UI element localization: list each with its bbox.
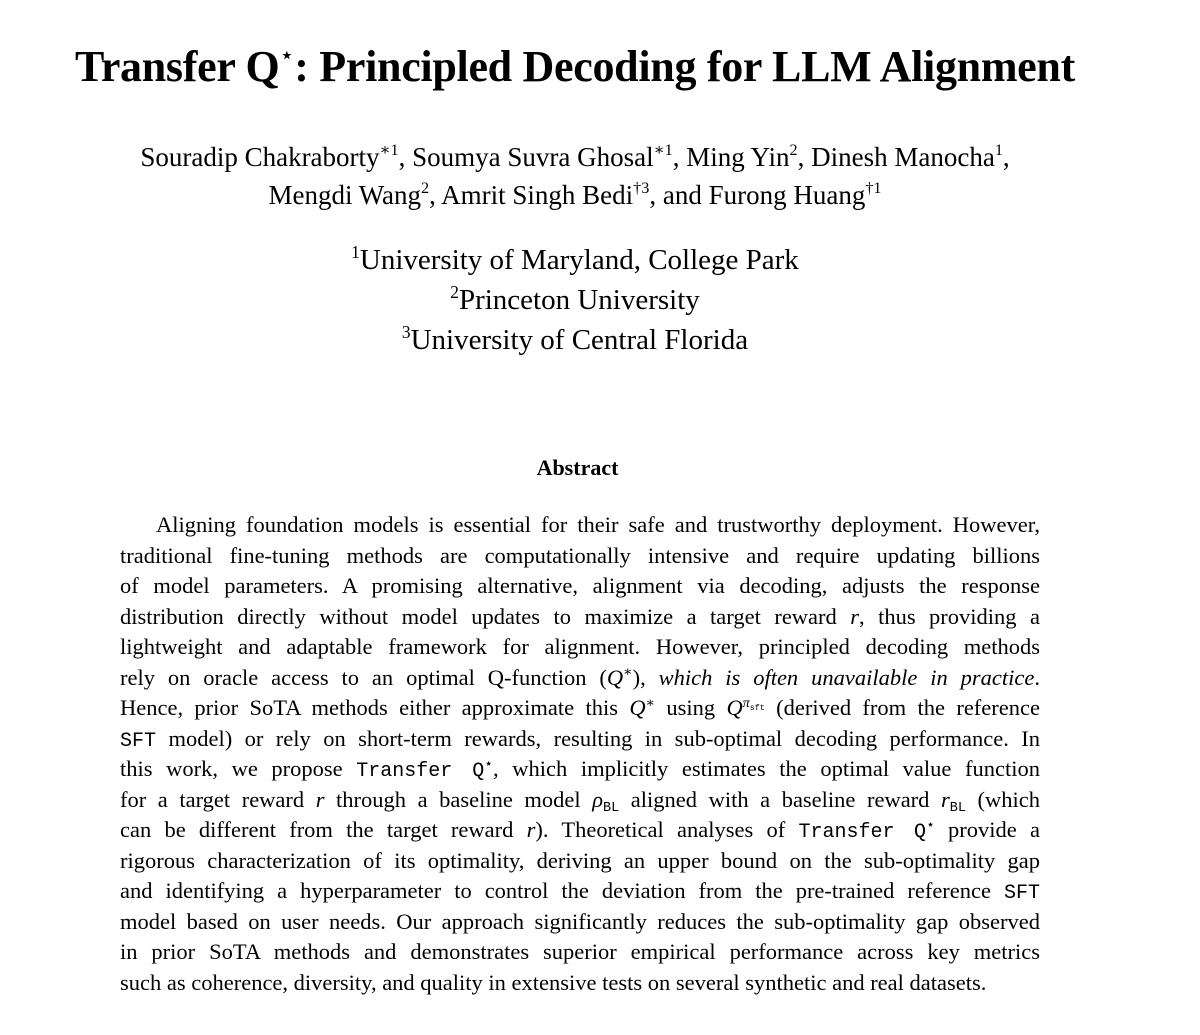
math-superscript: ∗ (623, 665, 633, 681)
author-name: Soumya Suvra Ghosal (412, 142, 654, 172)
math-subscript: BL (949, 801, 966, 817)
code-text: Transfer Q (356, 760, 485, 783)
author-mark: †3 (633, 179, 650, 198)
affiliation-name: Princeton University (458, 284, 700, 316)
abstract-line (120, 724, 1040, 755)
text-run: distribution directly without model updates to maximize a target reward (120, 603, 851, 629)
author-mark: 2 (789, 141, 798, 160)
abstract-line: traditional fine-tuning methods are computationally intensive and require updating billions (120, 542, 1040, 568)
author-mark: ∗1 (379, 141, 399, 160)
text-run: , thus providing a (859, 603, 1040, 629)
text-run: provide a (934, 817, 1040, 842)
author-name: Mengdi Wang (268, 180, 422, 210)
math-symbol: r (941, 786, 950, 812)
abstract-line (120, 785, 1040, 816)
text-run: can be different from the target reward (120, 817, 527, 842)
text-run: model) or rely on short-term rewards, resulting in sub-optimal decoding performance. In (156, 725, 1040, 751)
title-star: ⋆ (279, 41, 295, 69)
abstract-line (120, 815, 1040, 846)
text-run: , which implicitly estimates the optimal value function (493, 756, 1040, 781)
affiliation-list (0, 240, 1150, 360)
math-symbol: π (742, 695, 750, 711)
author-mark: †1 (865, 179, 882, 198)
math-superscript: ∗ (645, 695, 656, 711)
paper-title (0, 40, 1150, 94)
abstract-line (120, 663, 1040, 694)
math-symbol: Q (726, 695, 743, 720)
abstract-line: Aligning foundation models is essential for their safe and trustworthy deployment. However, (156, 512, 1040, 537)
abstract-line (120, 876, 1040, 907)
math-symbol: ρ (592, 786, 604, 812)
text-run: and identifying a hyperparameter to control the deviation from the pre-trained reference (120, 878, 1004, 903)
affiliation-2 (0, 280, 1150, 320)
author-sep: , (672, 142, 687, 172)
text-run: aligned with a baseline reward (619, 786, 941, 812)
math-symbol: r (850, 603, 860, 629)
emphasis-text: which is often unavailable in practice (658, 664, 1035, 690)
author-name: Ming Yin (686, 142, 790, 172)
affiliation-3 (0, 320, 1150, 360)
text-run: using (655, 695, 727, 720)
abstract-line (120, 693, 1040, 724)
author-mark: ∗1 (653, 141, 673, 160)
math-subscript: BL (603, 801, 620, 817)
abstract-line: in prior SoTA methods and demonstrates superior empirical performance across key metrics (120, 939, 1040, 964)
text-run: ), (632, 664, 659, 690)
abstract-body (120, 510, 1040, 998)
abstract-line: rigorous characterization of its optimality, deriving an upper bound on the sub-optimality gap (120, 847, 1040, 873)
abstract-line: such as coherence, diversity, and quality in extensive tests on several synthetic and real datasets. (120, 969, 987, 995)
author-line-1 (0, 138, 1150, 176)
author-name: Furong Huang (708, 180, 866, 210)
text-run: rely on oracle access to an optimal Q-function ( (120, 664, 607, 690)
author-name: Amrit Singh Bedi (441, 180, 634, 210)
author-name: Souradip Chakraborty (140, 142, 380, 172)
math-symbol: r (315, 786, 325, 812)
code-text: SFT (1003, 882, 1040, 905)
author-name: Dinesh Manocha (811, 142, 995, 172)
abstract-line (120, 754, 1040, 785)
text-run: Hence, prior SoTA methods either approximate this (120, 695, 630, 720)
affiliation-mark: 2 (450, 281, 459, 302)
author-mark: 2 (421, 179, 430, 198)
text-run: (which (965, 786, 1041, 812)
text-run: for a target reward (120, 786, 316, 812)
title-subtitle: : Principled Decoding for LLM Alignment (294, 42, 1075, 91)
math-superscript (743, 696, 765, 711)
text-run: . (1034, 664, 1040, 690)
text-run: through a baseline model (324, 786, 593, 812)
title-text: Transfer Q (75, 42, 280, 91)
math-superscript: ⋆ (926, 817, 935, 833)
code-text: Transfer Q (798, 821, 927, 844)
abstract-line: lightweight and adaptable framework for alignment. However, principled decoding methods (120, 634, 1040, 659)
text-run: (derived from the reference (764, 695, 1040, 720)
affiliation-mark: 3 (401, 321, 411, 342)
author-sep: , (1002, 142, 1010, 172)
text-run: this work, we propose (120, 756, 357, 781)
affiliation-1 (0, 240, 1150, 280)
abstract-line: model based on user needs. Our approach significantly reduces the sub-optimality gap observed (120, 908, 1040, 934)
text-run: ). Theoretical analyses of (535, 817, 799, 842)
math-superscript: ⋆ (484, 756, 493, 772)
author-sep: , (797, 142, 812, 172)
math-symbol: Q (606, 664, 624, 690)
affiliation-name: University of Central Florida (410, 324, 749, 356)
affiliation-mark: 1 (351, 241, 360, 262)
affiliation-name: University of Maryland, College Park (359, 244, 799, 276)
author-line-2 (0, 176, 1150, 214)
math-subscript: sft (749, 702, 765, 713)
abstract-line: of model parameters. A promising alternative, alignment via decoding, adjusts the response (120, 573, 1040, 598)
abstract-line (120, 602, 1040, 633)
author-mark: 1 (994, 141, 1003, 160)
author-sep: , (398, 142, 413, 172)
math-symbol: Q (629, 695, 646, 720)
code-text: SFT (120, 729, 157, 753)
author-list (0, 138, 1150, 214)
author-sep: , and (649, 180, 709, 210)
abstract-heading: Abstract (536, 455, 619, 480)
author-sep: , (429, 180, 442, 210)
math-symbol: r (526, 817, 536, 842)
